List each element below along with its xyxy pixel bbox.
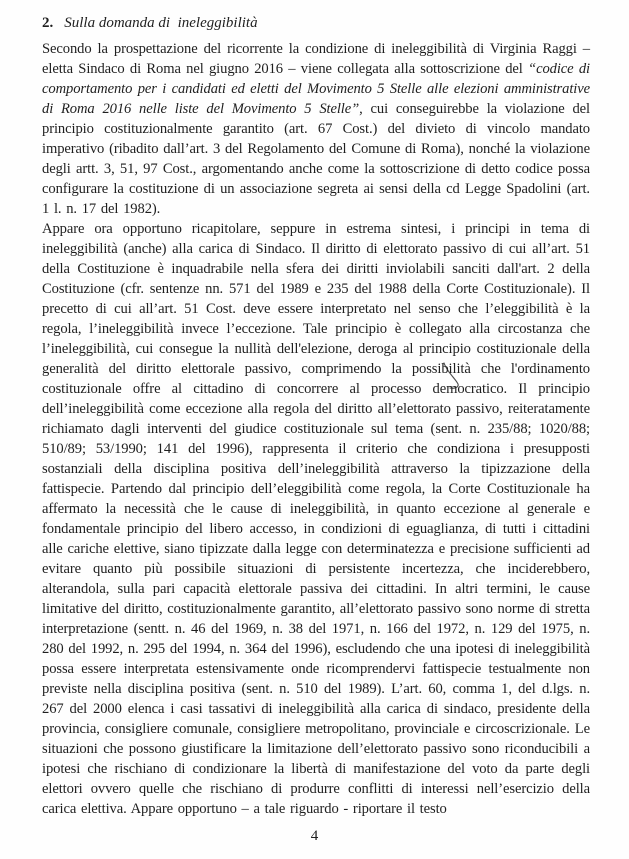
section-number: 2. (42, 15, 54, 31)
paragraph-1-lead: Secondo la prospettazione del ricorrente la condizione di ineleggibilità di Virginia Raggi – eletta Sindaco di Roma nel giugno 2016 – viene collegata alla sottoscrizione del (42, 41, 590, 77)
page-number: 4 (310, 828, 319, 844)
section-heading (42, 12, 590, 34)
code-of-conduct-quote: “codice di comportamento per i candidati ed eletti del Movimento 5 Stelle alle elezioni amministrative di Roma 2016 nelle liste del Movimento 5 Stelle” (42, 61, 590, 117)
paragraph-1-rest: , cui conseguirebbe la violazione del principio costituzionalmente garantito (art. 67 Cost.) del divieto di vincolo mandato imperativo (ribadito dall’art. 3 del Regolamento del Comune di Roma), nonché la violazione degli artt. 3, 51, 97 Cost., argomentando anche come la sottoscrizione di detto codice possa configurare la costituzione di un associazione segreta ai sensi della cd Legge Spadolini (art. 1 l. n. 17 del 1982). (42, 101, 590, 217)
paragraph-ineligibility-principles: Appare ora opportuno ricapitolare, seppure in estrema sintesi, i principi in tema di ineleggibilità (anche) alla carica di Sindaco. Il diritto di elettorato passivo di cui all’art. 51 della Costituzione è inquadrabile nella sfera dei diritti inviolabili sanciti dall'art. 2 della Costituzione (cfr. sentenze nn. 571 del 1989 e 235 del 1988 della Corte Costituzionale). Il precetto di cui all’art. 51 Cost. deve essere interpretato nel senso che l’eleggibilità è la regola, l’ineleggibilità invece l’eccezione. Tale principio è collegato alla circostanza che l’ineleggibilità, cui consegue la nullità dell'elezione, deroga al principio costituzionale della generalità del diritto elettorale passivo, comprimendo la possibilità che l'ordinamento costituzionale offre al cittadino di concorrere al processo democratico. Il principio dell’ineleggibilità come eccezione alla regola del diritto all’elettorato passivo, reiteratamente richiamato dagli interventi del giudice costituzionale sul tema (sent. n. 235/88; 1020/88; 510/89; 53/1990; 141 del 1996), rappresenta il criterio che condiziona i presupposti sostanziali della disciplina positiva dell’ineleggibilità attraverso la tipizzazione della fattispecie. Partendo dal principio dell’eleggibilità come regola, la Corte Costituzionale ha affermato la necessità che le cause di ineleggibilità, in quanto eccezione al generale e fondamentale principio del libero accesso, in condizioni di eguaglianza, di tutti i cittadini alle cariche elettive, siano tipizzate dalla legge con determinatezza e precisione sufficienti ad evitare quanto più possibile situazioni di persistente incertezza, che inciderebbero, alterandola, sulla pari capacità elettorale passiva dei cittadini. In altri termini, le cause limitative del diritto, costituzionalmente garantito, all’elettorato passivo sono norme di stretta interpretazione (sentt. n. 46 del 1969, n. 38 del 1971, n. 166 del 1972, n. 129 del 1975, n. 280 del 1992, n. 295 del 1994, n. 364 del 1996), escludendo che una ipotesi di ineleggibilità possa essere interpretata estensivamente onde ricomprendervi fattispecie testualmente non previste nella disciplina positiva (sent. n. 510 del 1989). L’art. 60, comma 1, del d.lgs. n. 267 del 2000 elenca i casi tassativi di ineleggibilità alla carica di sindaco, presidente della provincia, consigliere comunale, consigliere metropolitano, provinciale e circoscrizionale. Le situazioni che possono giustificare la limitazione dell’elettorato passivo sono riconducibili a ipotesi che rischiano di condizionare la libertà di manifestazione del voto da parte degli elettori ovvero quelle che rischiano di produrre conflitti di interessi nell’esercizio della carica elettiva. Appare opportuno – a tale riguardo - riportare il testo (42, 221, 590, 817)
paragraph-ineligibility-claim (42, 39, 590, 219)
section-title: Sulla domanda di ineleggibilità (64, 15, 258, 31)
